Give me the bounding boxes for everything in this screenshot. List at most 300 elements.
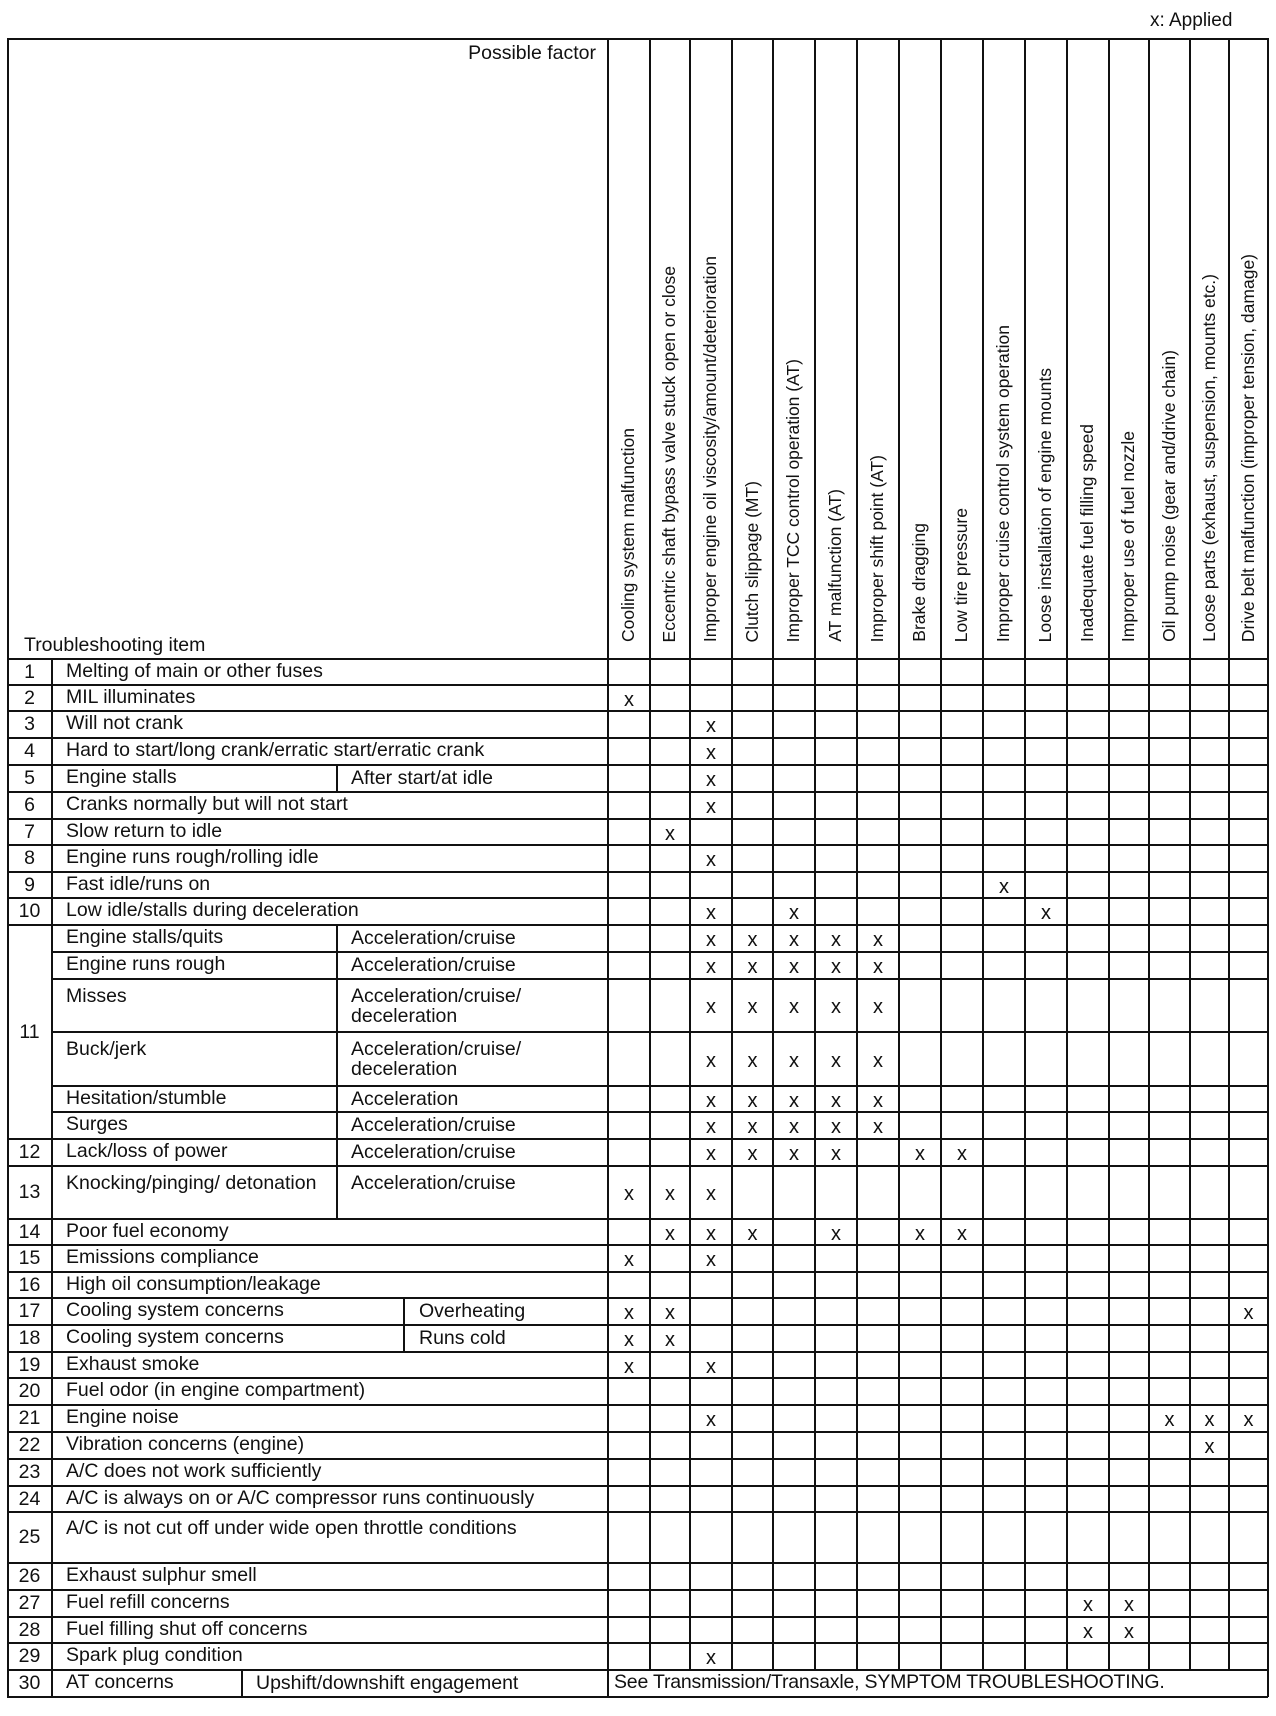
row-number: 2 [24, 686, 35, 709]
table-rule [731, 1590, 733, 1617]
table-rule [1189, 711, 1191, 738]
table-rule [940, 1272, 942, 1298]
table-rule [856, 1405, 858, 1432]
table-rule [898, 898, 900, 925]
table-rule [649, 1378, 651, 1405]
applied-mark: x [706, 1647, 716, 1669]
row-number: 24 [18, 1487, 41, 1510]
table-rule [856, 1298, 858, 1325]
table-rule [898, 1272, 900, 1298]
table-rule [814, 1643, 816, 1670]
applied-mark: x [706, 1183, 716, 1205]
table-rule [1066, 1432, 1068, 1459]
table-rule [1066, 1563, 1068, 1590]
table-rule [336, 1112, 338, 1139]
table-rule [898, 765, 900, 792]
applied-mark: x [957, 1143, 967, 1165]
table-rule [982, 738, 984, 765]
table-rule [731, 1432, 733, 1459]
applied-mark: x [873, 929, 883, 951]
table-rule [814, 845, 816, 872]
table-rule [649, 1432, 651, 1459]
row-number: 20 [18, 1380, 41, 1402]
table-rule [1024, 1219, 1026, 1245]
applied-mark: x [624, 1183, 634, 1205]
table-rule [1189, 1378, 1191, 1405]
table-rule [52, 1111, 1268, 1113]
table-rule [336, 925, 338, 952]
table-rule [1066, 872, 1068, 898]
condition-text: Acceleration/cruise [351, 1171, 516, 1194]
table-rule [1148, 845, 1150, 872]
table-rule [1189, 1219, 1191, 1245]
table-rule [982, 1032, 984, 1086]
applied-mark: x [789, 902, 799, 924]
table-rule [856, 1590, 858, 1617]
table-rule [1228, 1643, 1230, 1670]
table-rule [1024, 1459, 1026, 1486]
table-rule [1189, 792, 1191, 819]
table-rule [772, 765, 774, 792]
table-rule [1066, 38, 1068, 659]
header-troubleshooting-item: Troubleshooting item [24, 634, 206, 656]
table-rule [1024, 659, 1026, 685]
table-rule [856, 1563, 858, 1590]
table-rule [1108, 1459, 1110, 1486]
troubleshooting-item: Engine stalls/quits [66, 926, 224, 948]
applied-mark: x [1083, 1620, 1093, 1643]
table-rule [856, 872, 858, 898]
table-rule [1066, 1643, 1068, 1670]
table-rule [649, 1112, 651, 1139]
table-rule [982, 1352, 984, 1378]
troubleshooting-item: Emissions compliance [66, 1246, 259, 1268]
table-rule [607, 38, 609, 659]
table-rule [898, 1245, 900, 1272]
table-rule [649, 845, 651, 872]
applied-mark: x [624, 688, 634, 711]
table-rule [1108, 659, 1110, 685]
table-rule [898, 1486, 900, 1512]
table-rule [607, 1486, 609, 1512]
table-rule [649, 1086, 651, 1112]
row-number: 29 [18, 1645, 41, 1667]
table-rule [856, 1352, 858, 1378]
table-rule [1228, 1245, 1230, 1272]
applied-mark: x [706, 1355, 716, 1378]
table-rule [607, 979, 609, 1032]
table-rule [607, 1032, 609, 1086]
applied-mark: x [873, 956, 883, 978]
table-rule [1228, 819, 1230, 845]
applied-mark: x [1124, 1620, 1134, 1643]
table-rule [336, 765, 338, 792]
table-rule [1189, 1298, 1191, 1325]
table-rule [1228, 765, 1230, 792]
table-rule [1024, 845, 1026, 872]
table-rule [1148, 1139, 1150, 1166]
applied-mark: x [747, 996, 758, 1018]
applied-mark: x [1083, 1594, 1093, 1616]
table-rule [1189, 1139, 1191, 1166]
table-rule [1189, 1590, 1191, 1617]
table-rule [1108, 1298, 1110, 1325]
table-rule [1024, 738, 1026, 765]
table-rule [856, 711, 858, 738]
table-rule [898, 1643, 900, 1670]
table-rule [649, 1590, 651, 1617]
factor-header: Inadequate fuel filling speed [1077, 424, 1097, 642]
table-rule [940, 952, 942, 979]
table-rule [940, 1643, 942, 1670]
table-rule [772, 1378, 774, 1405]
troubleshooting-item: Slow return to idle [66, 820, 223, 842]
table-rule [1108, 738, 1110, 765]
table-rule [1024, 38, 1026, 659]
table-rule [898, 659, 900, 685]
troubleshooting-item: A/C does not work sufficiently [66, 1460, 322, 1482]
table-rule [1228, 872, 1230, 898]
table-rule [1189, 872, 1191, 898]
table-rule [1228, 1219, 1230, 1245]
applied-mark: x [831, 996, 841, 1018]
table-rule [940, 1298, 942, 1325]
table-rule [1108, 38, 1110, 659]
table-rule [1148, 1643, 1150, 1670]
condition-text: Acceleration/cruise [351, 954, 516, 976]
table-rule [982, 1590, 984, 1617]
table-rule [814, 1590, 816, 1617]
table-rule [898, 685, 900, 711]
table-rule [940, 1032, 942, 1086]
table-rule [1108, 685, 1110, 711]
table-rule [1066, 1086, 1068, 1112]
table-rule [982, 1245, 984, 1272]
applied-mark: x [789, 1049, 799, 1072]
table-rule [982, 1643, 984, 1670]
table-rule [898, 1459, 900, 1486]
table-rule [1189, 1617, 1191, 1643]
table-rule [1024, 1086, 1026, 1112]
factor-header: Improper use of fuel nozzle [1118, 430, 1138, 642]
condition-text: Acceleration/cruise [351, 1114, 516, 1136]
table-rule [1189, 1086, 1191, 1112]
table-rule [689, 1378, 691, 1405]
table-rule [689, 1272, 691, 1298]
row-number: 4 [24, 740, 35, 762]
applied-mark: x [747, 956, 758, 978]
table-rule [1108, 711, 1110, 738]
table-rule [1228, 845, 1230, 872]
condition-text: Acceleration/cruise/ deceleration [351, 1038, 522, 1080]
troubleshooting-item: Spark plug condition [66, 1644, 243, 1666]
table-rule [1148, 1459, 1150, 1486]
applied-mark: x [706, 1089, 716, 1112]
row-number: 23 [18, 1461, 41, 1483]
table-rule [856, 659, 858, 685]
table-rule [982, 952, 984, 979]
applied-mark: x [665, 1222, 675, 1245]
table-rule [898, 1512, 900, 1563]
table-rule [982, 925, 984, 952]
table-rule [1148, 1245, 1150, 1272]
table-rule [1228, 1086, 1230, 1112]
table-rule [1228, 1139, 1230, 1166]
troubleshooting-item: Fuel refill concerns [66, 1591, 230, 1613]
table-rule [856, 765, 858, 792]
table-rule [1189, 1245, 1191, 1272]
table-rule [856, 1245, 858, 1272]
table-rule [1189, 765, 1191, 792]
applied-mark: x [706, 1222, 716, 1245]
table-rule [940, 738, 942, 765]
row-number: 9 [24, 873, 35, 896]
table-rule [1024, 1512, 1026, 1563]
table-rule [772, 38, 774, 659]
table-rule [814, 819, 816, 845]
condition-text: Overheating [419, 1300, 526, 1322]
applied-mark: x [957, 1222, 967, 1245]
table-rule [982, 765, 984, 792]
table-rule [1066, 1378, 1068, 1405]
row-number: 8 [24, 847, 35, 869]
table-rule [1066, 1245, 1068, 1272]
table-rule [982, 1617, 984, 1643]
table-rule [607, 738, 609, 765]
table-rule [336, 952, 338, 979]
table-rule [772, 792, 774, 819]
applied-mark: x [831, 956, 841, 978]
table-rule [1148, 738, 1150, 765]
table-rule [814, 1459, 816, 1486]
table-rule [607, 1512, 609, 1563]
table-rule [731, 685, 733, 711]
table-rule [1189, 1486, 1191, 1512]
table-rule [982, 1459, 984, 1486]
table-rule [1108, 1032, 1110, 1086]
table-rule [856, 1272, 858, 1298]
table-rule [649, 1032, 651, 1086]
table-rule [982, 659, 984, 685]
table-rule [1148, 872, 1150, 898]
applied-mark: x [706, 1409, 716, 1431]
table-rule [898, 819, 900, 845]
table-rule [607, 1405, 609, 1432]
factor-header: Cooling system malfunction [618, 428, 638, 642]
table-rule [649, 38, 651, 659]
troubleshooting-item: Cooling system concerns [66, 1299, 284, 1321]
table-rule [649, 1272, 651, 1298]
applied-mark: x [1243, 1302, 1254, 1324]
applied-mark: x [789, 1116, 799, 1138]
table-rule [772, 845, 774, 872]
row-number: 22 [18, 1434, 41, 1456]
table-rule [1189, 952, 1191, 979]
condition-text: Runs cold [419, 1327, 506, 1349]
troubleshooting-item: Engine runs rough [66, 953, 226, 975]
table-rule [898, 1590, 900, 1617]
table-rule [403, 1325, 405, 1352]
row-number: 15 [18, 1247, 41, 1269]
table-rule [649, 659, 651, 685]
applied-mark: x [706, 1116, 716, 1138]
applied-mark: x [747, 1222, 758, 1245]
table-rule [1189, 1352, 1191, 1378]
table-rule [772, 1245, 774, 1272]
row-number: 7 [24, 820, 35, 843]
table-rule [814, 1563, 816, 1590]
troubleshooting-item: Buck/jerk [66, 1038, 147, 1060]
row-number: 18 [18, 1327, 41, 1349]
table-rule [1228, 1378, 1230, 1405]
table-rule [772, 1405, 774, 1432]
table-rule [940, 1378, 942, 1405]
table-rule [1066, 711, 1068, 738]
troubleshooting-item: Engine runs rough/rolling idle [66, 846, 319, 868]
factor-header: Improper TCC control operation (AT) [783, 358, 803, 642]
table-rule [1108, 1086, 1110, 1112]
table-rule [1189, 845, 1191, 872]
table-rule [856, 685, 858, 711]
table-rule [814, 792, 816, 819]
table-rule [1108, 1219, 1110, 1245]
table-rule [982, 1298, 984, 1325]
table-rule [898, 872, 900, 898]
table-rule [689, 872, 691, 898]
table-rule [772, 1643, 774, 1670]
table-rule [940, 1245, 942, 1272]
table-rule [940, 1459, 942, 1486]
table-rule [856, 738, 858, 765]
table-rule [7, 1696, 1268, 1698]
table-rule [814, 685, 816, 711]
table-rule [772, 872, 774, 898]
troubleshooting-item: Engine stalls [66, 766, 177, 788]
table-rule [940, 1405, 942, 1432]
table-rule [607, 1670, 609, 1697]
table-rule [1148, 979, 1150, 1032]
row-number: 11 [19, 1020, 40, 1043]
table-rule [7, 710, 1268, 712]
table-rule [607, 819, 609, 845]
table-rule [649, 872, 651, 898]
table-rule [1267, 38, 1269, 659]
table-rule [403, 1298, 405, 1325]
table-rule [1189, 1512, 1191, 1563]
table-rule [772, 1325, 774, 1352]
table-rule [1108, 952, 1110, 979]
table-rule [814, 1272, 816, 1298]
applied-mark: x [747, 1143, 758, 1165]
factor-header: Low tire pressure [951, 507, 971, 642]
table-rule [607, 1086, 609, 1112]
table-rule [607, 1272, 609, 1298]
table-rule [1024, 792, 1026, 819]
table-rule [1066, 1405, 1068, 1432]
table-rule [649, 952, 651, 979]
applied-mark: x [706, 996, 716, 1018]
table-rule [982, 1563, 984, 1590]
table-rule [1189, 1643, 1191, 1670]
factor-header: Loose installation of engine mounts [1035, 367, 1055, 642]
table-rule [731, 659, 733, 685]
applied-mark: x [789, 996, 799, 1018]
applied-mark: x [789, 956, 799, 978]
table-rule [982, 1272, 984, 1298]
factor-header: Improper shift point (AT) [867, 454, 887, 642]
table-rule [607, 1617, 609, 1643]
table-rule [982, 845, 984, 872]
table-rule [607, 898, 609, 925]
table-rule [940, 845, 942, 872]
table-rule [1066, 765, 1068, 792]
table-rule [649, 925, 651, 952]
table-rule [940, 1563, 942, 1590]
table-rule [1228, 1459, 1230, 1486]
table-rule [856, 1459, 858, 1486]
table-rule [1228, 1166, 1230, 1219]
table-rule [1108, 1352, 1110, 1378]
table-rule [982, 979, 984, 1032]
applied-mark: x [665, 822, 675, 845]
table-rule [689, 659, 691, 685]
table-rule [940, 711, 942, 738]
table-rule [814, 1512, 816, 1563]
troubleshooting-item: A/C is not cut off under wide open throttle conditions [66, 1516, 517, 1539]
table-rule [772, 1352, 774, 1378]
table-rule [1148, 1378, 1150, 1405]
table-rule [1108, 1139, 1110, 1166]
table-rule [1189, 979, 1191, 1032]
table-rule [7, 684, 1268, 686]
table-rule [649, 1512, 651, 1563]
table-rule [1189, 659, 1191, 685]
table-rule [814, 1405, 816, 1432]
table-rule [814, 1486, 816, 1512]
table-rule [1148, 792, 1150, 819]
table-rule [731, 1325, 733, 1352]
applied-mark: x [747, 1049, 758, 1072]
table-rule [940, 925, 942, 952]
applied-mark: x [915, 1143, 925, 1165]
row-number: 25 [18, 1526, 41, 1548]
table-rule [856, 1166, 858, 1219]
table-rule [982, 1086, 984, 1112]
table-rule [1024, 1617, 1026, 1643]
table-rule [1066, 792, 1068, 819]
table-rule [731, 819, 733, 845]
table-rule [689, 1617, 691, 1643]
table-rule [940, 685, 942, 711]
applied-mark: x [1204, 1409, 1215, 1431]
table-rule [607, 765, 609, 792]
table-rule [772, 685, 774, 711]
table-rule [814, 1298, 816, 1325]
row-number: 6 [24, 794, 35, 816]
table-rule [1024, 1352, 1026, 1378]
table-rule [1066, 1512, 1068, 1563]
table-rule [1228, 659, 1230, 685]
table-rule [731, 1617, 733, 1643]
troubleshooting-item: MIL illuminates [66, 686, 196, 708]
header-possible-factor: Possible factor [468, 42, 596, 64]
table-rule [898, 738, 900, 765]
table-rule [898, 1298, 900, 1325]
troubleshooting-item: Exhaust smoke [66, 1353, 200, 1375]
factor-header: AT malfunction (AT) [825, 489, 845, 642]
factor-header: Drive belt malfunction (improper tension, damage) [1237, 253, 1258, 642]
table-rule [1189, 925, 1191, 952]
